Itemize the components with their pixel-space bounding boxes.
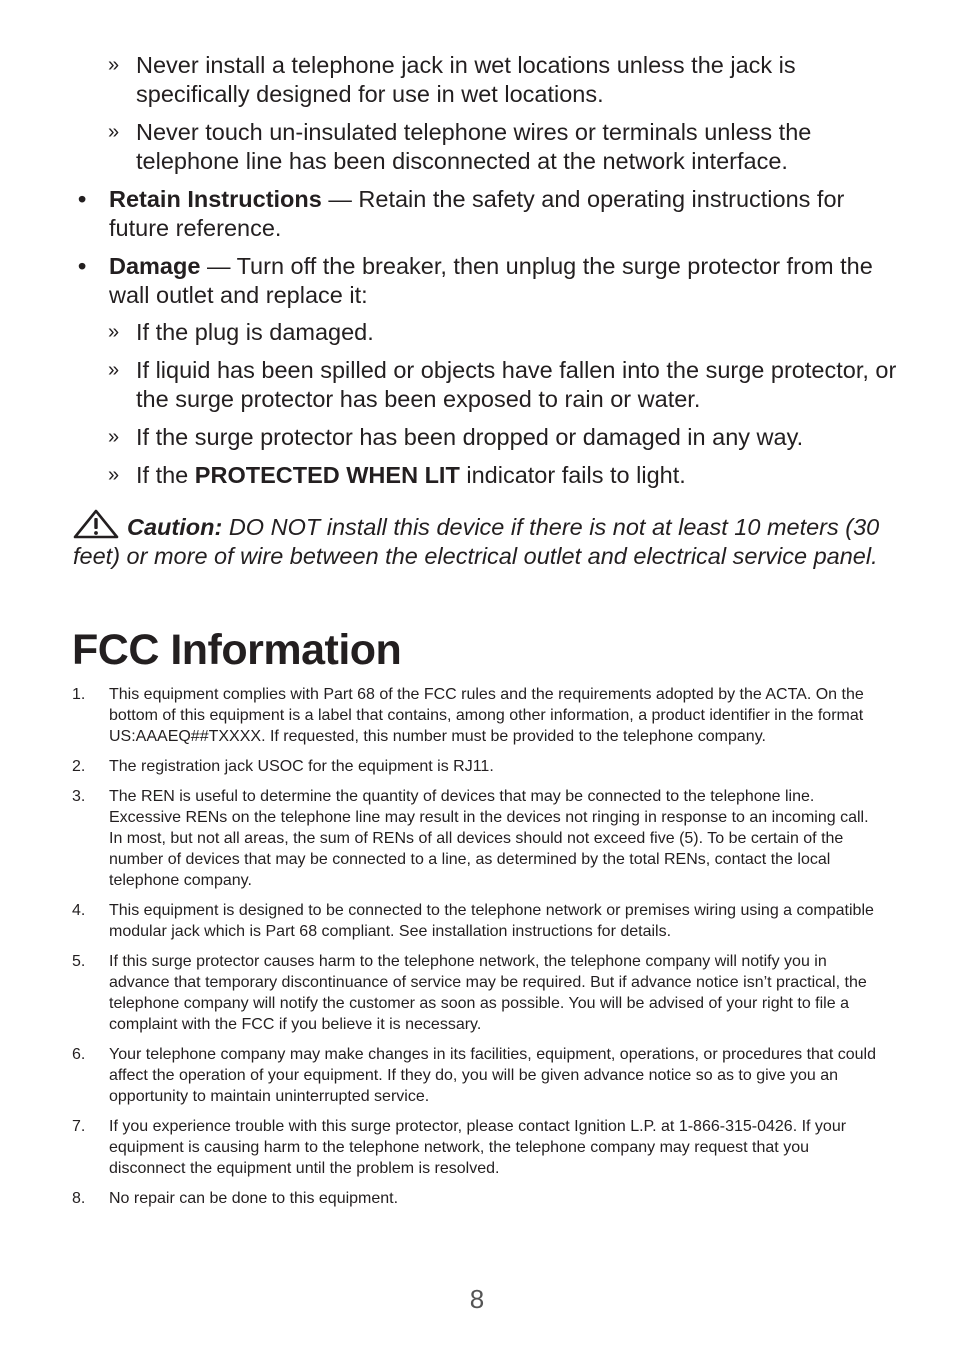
- page-number: 8: [469, 1284, 485, 1314]
- sub-bullet-plug-damaged: [108, 318, 898, 347]
- item-text: This equipment complies with Part 68 of the FCC rules and the requirements adopted by the ACTA. On the bottom of this equipment is a label that contains, among other information, a product identifier in the format US:AAAEQ##TXXXX. If requested, this number must be provided to the telephone company.: [109, 686, 864, 745]
- item-number: 4.: [72, 902, 86, 919]
- fcc-list-item: [72, 1188, 882, 1209]
- bullet-retain-instructions: [78, 185, 878, 243]
- sub-bullet-dropped: [108, 423, 898, 452]
- item-number: 3.: [72, 788, 86, 805]
- item-number: 5.: [72, 953, 86, 970]
- sub-bullet-marker: »: [108, 464, 120, 486]
- fcc-list-item: [72, 900, 882, 942]
- sub-bullet-uninsulated-wires: [108, 118, 898, 176]
- fcc-numbered-list: [72, 684, 882, 1218]
- item-number: 1.: [72, 686, 86, 703]
- bullet-label: Retain Instructions: [109, 186, 322, 212]
- item-text: No repair can be done to this equipment.: [109, 1190, 399, 1207]
- item-text: If you experience trouble with this surge protector, please contact Ignition L.P. at 1-866-315-0426. If your equipment is causing harm to the telephone network, the telephone company may request that you disconnect the equipment until the problem is resolved.: [109, 1118, 847, 1177]
- item-text: This equipment is designed to be connected to the telephone network or premises wiring using a compatible modular jack which is Part 68 compliant. See installation instructions for details.: [109, 902, 874, 940]
- item-text: The REN is useful to determine the quantity of devices that may be connected to the telephone line. Excessive RENs on the telephone line may result in the devices not ringing in response to an incoming call. In most, but not all areas, the sum of RENs of all devices should not exceed five (5). To be certain of the number of devices that may be connected to a line, as determined by the total RENs, contact the local telephone company.: [109, 788, 869, 889]
- bullet-body: — Turn off the breaker, then unplug the surge protector from the wall outlet and replace it:: [109, 253, 873, 308]
- fcc-list-item: [72, 1116, 882, 1179]
- item-number: 7.: [72, 1118, 86, 1135]
- fcc-list-item: [72, 684, 882, 747]
- fcc-section-title: FCC Information: [72, 626, 402, 674]
- warning-triangle-icon: [73, 509, 119, 539]
- caution-note: [73, 509, 883, 571]
- sub-bullet-text-post: indicator fails to light.: [459, 462, 686, 488]
- sub-bullet-text: If the plug is damaged.: [136, 319, 374, 345]
- sub-bullet-text: If liquid has been spilled or objects have fallen into the surge protector, or the surge protector has been exposed to rain or water.: [136, 357, 897, 412]
- sub-bullet-text: Never touch un-insulated telephone wires or terminals unless the telephone line has been disconnected at the network interface.: [136, 119, 812, 174]
- bullet-text: [109, 185, 878, 243]
- sub-bullet-marker: »: [108, 121, 120, 143]
- sub-bullet-marker: »: [108, 54, 120, 76]
- bullet-body: — Retain the safety and operating instructions for future reference.: [109, 186, 845, 241]
- fcc-list-item: [72, 951, 882, 1035]
- sub-bullet-text: If the surge protector has been dropped or damaged in any way.: [136, 424, 804, 450]
- item-number: 6.: [72, 1046, 86, 1063]
- bullet-damage: [78, 252, 878, 310]
- fcc-list-item: [72, 756, 882, 777]
- bullet-marker: •: [78, 186, 87, 212]
- item-text: Your telephone company may make changes in its facilities, equipment, operations, or procedures that could affect the operation of your equipment. If they do, you will be given advance notice so as to give you an opportunity to maintain uninterrupted service.: [109, 1046, 876, 1105]
- bullet-marker: •: [78, 253, 87, 279]
- item-text: If this surge protector causes harm to the telephone network, the telephone company will notify you in advance that temporary discontinuance of service may be required. But if advance notice isn’t practical, the telephone company will notify the customer as soon as possible. You will be advised of your right to file a complaint with the FCC if you believe it is necessary.: [109, 953, 867, 1033]
- sub-bullet-marker: »: [108, 321, 120, 343]
- sub-bullet-indicator-fails: [108, 461, 898, 490]
- item-text: The registration jack USOC for the equipment is RJ11.: [109, 758, 494, 775]
- item-number: 8.: [72, 1190, 86, 1207]
- bullet-text: [109, 252, 878, 310]
- sub-bullet-text: [136, 461, 898, 490]
- fcc-list-item: [72, 786, 882, 891]
- sub-bullet-text-pre: If the: [136, 462, 195, 488]
- sub-bullet-marker: »: [108, 426, 120, 448]
- caution-text: DO NOT install this device if there is not at least 10 meters (30 feet) or more of wire between the electrical outlet and electrical service panel.: [73, 514, 880, 569]
- sub-bullet-liquid-spilled: [108, 356, 898, 414]
- sub-bullet-wet-locations: [108, 51, 898, 109]
- indicator-name: PROTECTED WHEN LIT: [194, 462, 460, 488]
- fcc-list-item: [72, 1044, 882, 1107]
- item-number: 2.: [72, 758, 86, 775]
- sub-bullet-marker: »: [108, 359, 120, 381]
- bullet-label: Damage: [109, 253, 201, 279]
- caution-label: Caution:: [127, 514, 223, 540]
- sub-bullet-text: Never install a telephone jack in wet locations unless the jack is specifically designed for use in wet locations.: [136, 52, 796, 107]
